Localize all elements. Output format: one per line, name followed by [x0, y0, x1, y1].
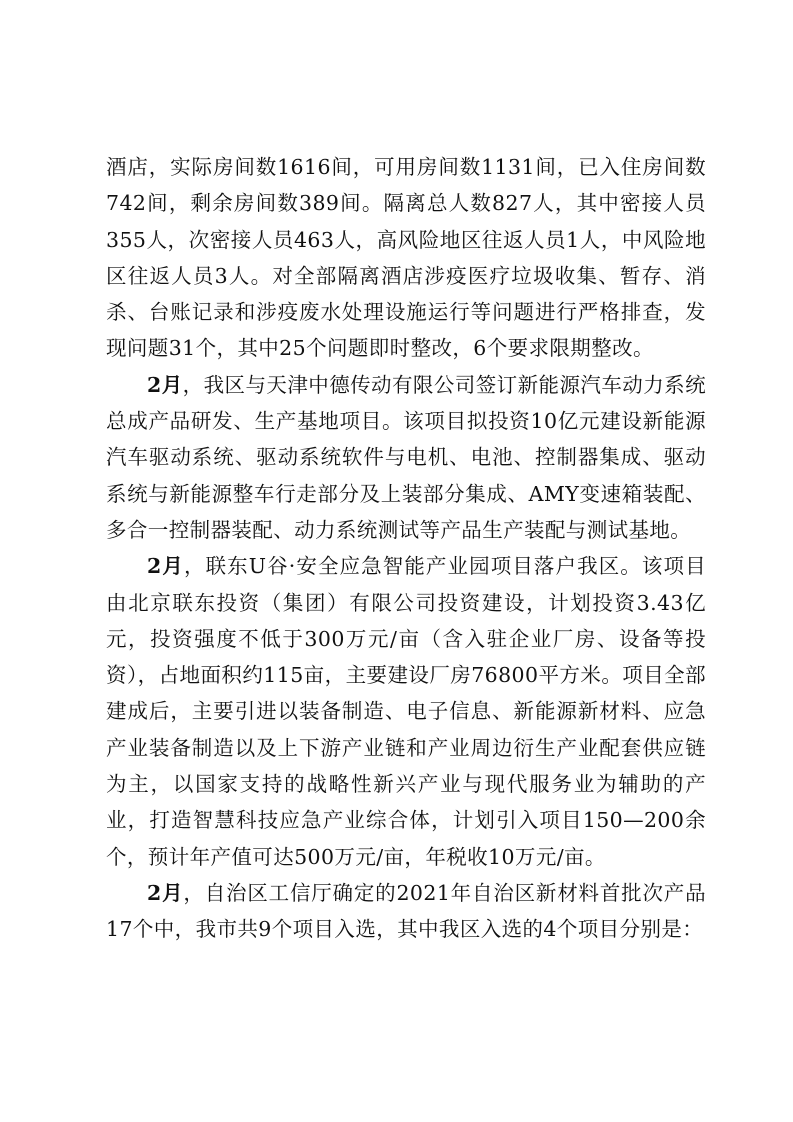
- document-body: [106, 149, 706, 948]
- paragraph-new-materials-products: [106, 875, 706, 948]
- paragraph-text: ，我区与天津中德传动有限公司签订新能源汽车动力系统总成产品研发、生产基地项目。该项目拟投资10亿元建设新能源汽车驱动系统、驱动系统软件与电机、电池、控制器集成、驱动系统与新能源整车行走部分及上装部分集成、AMY变速箱装配、多合一控制器装配、动力系统测试等产品生产装配与测试基地。: [106, 372, 706, 542]
- paragraph-date-lead: 2月: [147, 880, 184, 905]
- paragraph-date-lead: 2月: [147, 372, 183, 397]
- paragraph-liandong-u-valley-project: [106, 548, 706, 875]
- paragraph-text: ，自治区工信厅确定的2021年自治区新材料首批次产品17个中，我市共9个项目入选，其中我区入选的4个项目分别是：: [106, 880, 706, 942]
- paragraph-date-lead: 2月: [147, 554, 184, 579]
- paragraph-ev-powertrain-project: [106, 367, 706, 548]
- paragraph-text: ，联东U谷·安全应急智能产业园项目落户我区。该项目由北京联东投资（集团）有限公司投资建设，计划投资3.43亿元，投资强度不低于300万元/亩（含入驻企业厂房、设备等投资），占地面积约115亩，主要建设厂房76800平方米。项目全部建成后，主要引进以装备制造、电子信息、新能源新材料、应急产业装备制造以及上下游产业链和产业周边衍生产业配套供应链为主，以国家支持的战略性新兴产业与现代服务业为辅助的产业，打造智慧科技应急产业综合体，计划引入项目150—200余个，预计年产值可达500万元/亩，年税收10万元/亩。: [106, 554, 706, 869]
- paragraph-text: 酒店，实际房间数1616间，可用房间数1131间，已入住房间数742间，剩余房间数389间。隔离总人数827人，其中密接人员355人，次密接人员463人，高风险地区往返人员1人，中风险地区往返人员3人。对全部隔离酒店涉疫医疗垃圾收集、暂存、消杀、台账记录和涉疫废水处理设施运行等问题进行严格排查，发现问题31个，其中25个问题即时整改，6个要求限期整改。: [106, 155, 706, 361]
- paragraph-quarantine-hotels: [106, 149, 706, 367]
